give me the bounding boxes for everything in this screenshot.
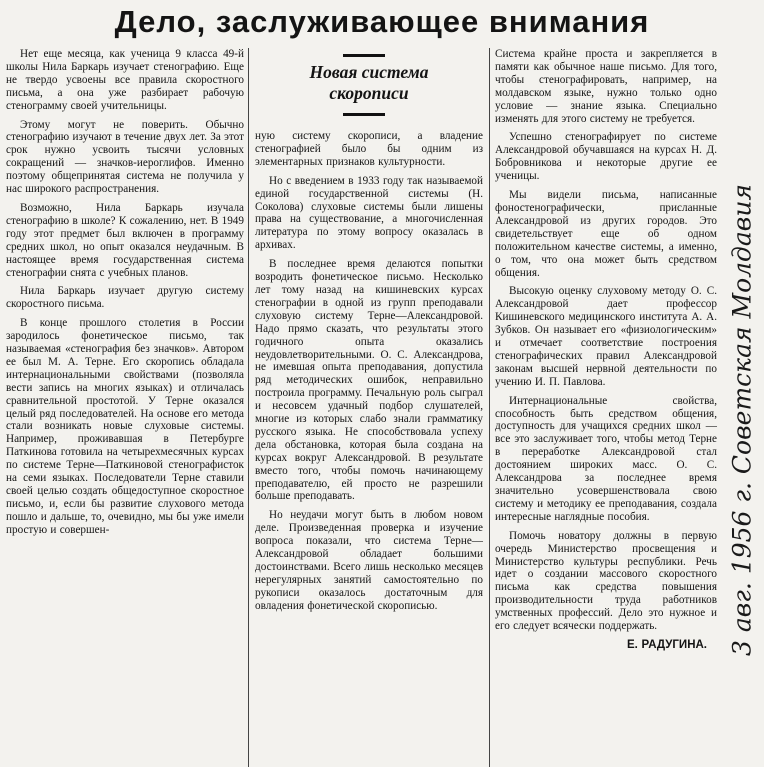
paragraph: Но с введением в 1933 году так называемой единой государственной системы (Н. Соколова) слуховые системы были лишены права на существование, а многочисленная литература по этому вопросу оказалась в архивах. — [255, 174, 483, 252]
subhead — [255, 62, 483, 104]
paragraph: В конце прошлого столетия в России зародилось фонетическое письмо, так называемая «стенография без значков». Автором ее был М. А. Терне. Его скоропись обладала интернациональными свойствами (позволяла вести запись на многих языках) и отличалась сравнительной простотой. У Терне оказался целый ряд последователей. На основе его метода стали возникать новые слуховые системы. Например, проживавшая в Петербурге Паткинова готовила на четырехмесячных курсах по системе Терне—Паткиновой стенографисток на семи языках. Последователи Терне ставили своей целью создать общедоступное скоростное письмо, и, если бы развитие слухового метода пошло и дальше, то, очевидно, мы бы уже имели простую и совершен- — [6, 317, 244, 536]
separator-dash — [343, 113, 385, 116]
paragraph: Нила Баркарь изучает другую систему скоростного письма. — [6, 285, 244, 311]
handwritten-note — [722, 140, 762, 700]
paragraph: ную систему скорописи, а владение стенографией было бы одним из элементарных признаков культурности. — [255, 130, 483, 168]
paragraph: Нет еще месяца, как ученица 9 класса 49-й школы Нила Баркарь изучает стенографию. Еще не твердо усвоены все правила скоростного письма, а она уже разбирает рабочую стенограмму своей учительницы. — [6, 48, 244, 112]
paragraph: Интернациональные свойства, способность быть средством общения, доступность для учащихся средних школ — все это заслуживает того, чтобы метод Терне в переработке Александровой стал достоянием широких масс. О. С. Александрова за последнее время значительно усовершенствовала свою систему и методику ее преподавания, создала интересные наглядные пособия. — [495, 394, 717, 523]
paragraph: Система крайне проста и закрепляется в памяти как обычное наше письмо. Для того, чтобы стенографировать, например, на молдавском языке, нужно только одно условие — знание языка. Специально изменять для этого систему не требуется. — [495, 48, 717, 125]
paragraph: Успешно стенографирует по системе Александровой обучавшаяся на курсах Н. Д. Бобровникова и некоторые другие ее ученицы. — [495, 131, 717, 183]
handwritten-note-text: 3 авг. 1956 г. Советская Молдавия — [727, 183, 757, 657]
separator-dash — [343, 54, 385, 57]
paragraph: Этому могут не поверить. Обычно стенографию изучают в течение двух лет. За этот срок нужно усвоить тысячи условных сокращений — значков-иероглифов. Именно поэтому общепринятая система не получила у нас широкого распространения. — [6, 118, 244, 196]
paragraph: Высокую оценку слуховому методу О. С. Александровой дает профессор Кишиневского медицинского института А. А. Зубков. Он называет его «физиологическим» и отмечает соответствие построения стенографических правил Александровой законам высшей нервной деятельности по учению И. П. Павлова. — [495, 285, 717, 388]
subhead-line: Новая система — [309, 62, 429, 82]
paragraph: Помочь новатору должны в первую очередь Министерство просвещения и Министерство культуры республики. Речь идет о создании массового скоростного письма как средства повышения производительности труда работников умственных профессий. Дело это нужное и его следует всячески поддержать. — [495, 529, 717, 633]
column-divider — [248, 48, 249, 767]
column-divider — [489, 48, 490, 767]
paragraph: В последнее время делаются попытки возродить фонетическое письмо. Несколько лет тому назад на кишиневских курсах стенографии в одной из групп преподавали слуховую систему Терне—Александровой. Надо прямо сказать, что результаты этого годичного опыта оказались неудовлетворительными. О. С. Александрова, не имевшая опыта преподавания, допустила ряд методических ошибок, неправильно построила программу. Печальную роль сыграл и несовсем удачный подбор слушателей, многие из которых слабо знали грамматику русского языка. Не способствовала успеху дела обстановка, которая была создана на курсах вокруг Александровой. В результате вместо того, чтобы помочь начинающему преподавателю, ей просто не разрешили больше преподавать. — [255, 258, 483, 503]
article-column-2 — [255, 130, 483, 619]
paragraph: Мы видели письма, написанные фоностенографически, присланные Александровой из других городов. Это свидетельствует еще об одном положительном качестве системы, а именно, о том, что она может быть средством общения. — [495, 189, 717, 279]
headline: Дело, заслуживающее внимания — [114, 4, 650, 39]
subhead-line: скорописи — [329, 83, 409, 103]
author-signature: Е. РАДУГИНА. — [626, 638, 707, 651]
paragraph: Возможно, Нила Баркарь изучала стенографию в школе? К сожалению, нет. В 1949 году этот предмет был включен в программу средних школ, но опыт оказался неудачным. В настоящее время государственная система стенографии снята с учебных планов. — [6, 201, 244, 279]
article-column-1 — [6, 48, 244, 543]
paragraph: Но неудачи могут быть в любом новом деле. Произведенная проверка и изучение вопроса показали, что система Терне—Александровой обладает большими достоинствами. Всего лишь несколько месяцев нерегулярных занятий самостоятельно по рукописи оказалось достаточным для овладения фонетической скорописью. — [255, 509, 483, 612]
article-column-3 — [495, 48, 717, 652]
